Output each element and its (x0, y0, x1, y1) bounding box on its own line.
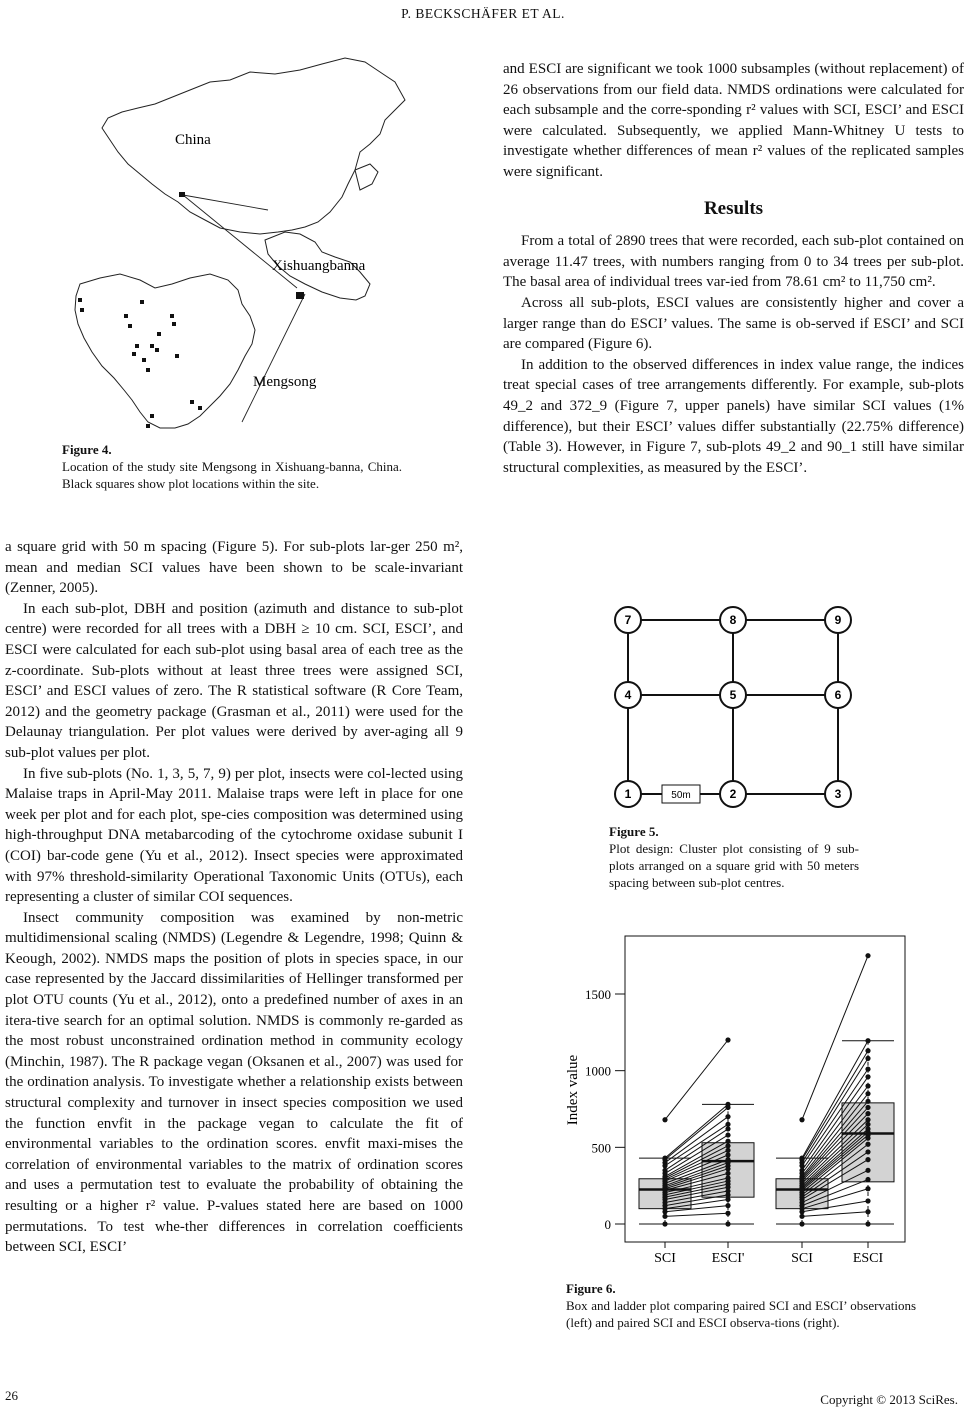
data-point (662, 1117, 667, 1122)
figure6-caption-title: Figure 6. (566, 1281, 616, 1296)
data-point (865, 1038, 870, 1043)
x-tick-label: SCI (791, 1251, 813, 1266)
data-point (725, 1105, 730, 1110)
ladder-line (665, 1213, 728, 1216)
x-tick-label: SCI (654, 1251, 676, 1266)
ladder-lines (662, 953, 870, 1227)
ladder-line (665, 1040, 728, 1120)
data-point (725, 1203, 730, 1208)
data-point (799, 1214, 804, 1219)
results-heading: Results (703, 197, 764, 219)
data-point (865, 1157, 870, 1162)
subplot-node-label: 3 (834, 787, 842, 801)
data-point (865, 1149, 870, 1154)
left-paragraph-1: a square grid with 50 m spacing (Figure 5). For sub-plots lar-ger 250 m², mean and median SCI values have been shown to be scale-invariant (Zenner, 2005). (5, 539, 463, 597)
mengsong-label: Mengsong (253, 374, 317, 390)
data-point (865, 1209, 870, 1214)
data-point (725, 1139, 730, 1144)
data-point (865, 1105, 870, 1110)
figure4-caption-text: Location of the study site Mengsong in Xishuang-banna, China. Black squares show plot locations within the site. (62, 459, 402, 491)
data-point (865, 953, 870, 958)
data-point (865, 1117, 870, 1122)
left-paragraph-3: In five sub-plots (No. 1, 3, 5, 7, 9) per plot, insects were col-lected using Malaise traps in April-May 2011. Malaise traps were left in place for one week per plot and for each plot, spe-cies composition was determined using high-throughput DNA metabarcoding of the cytochrome oxidase subunit I (COI) bar-code gene (Yu et al., 2012). Insect species were approximated with 97% threshold-similarity Operational Taxonomic Units (OTUs), each representing a cluster of similar COI sequences. (5, 765, 463, 906)
right-intro-paragraph: and ESCI are significant we took 1000 subsamples (without replacement) of 26 observations from our field data. NMDS ordinations were calculated for each subsample and the corre-sponding r² values with SCI, ESCI’ and ESCI were calculated. Subsequently, we applied Mann-Whitney U tests to investigate whether differences of mean r² values of the replicated samples were significant. (503, 61, 964, 180)
subplot-node-label: 4 (624, 688, 632, 702)
data-point (799, 1221, 804, 1226)
figure5-caption (609, 823, 859, 891)
ladder-line (802, 956, 868, 1120)
data-point (799, 1117, 804, 1122)
data-point (865, 1091, 870, 1096)
data-point (725, 1166, 730, 1171)
y-tick-label: 0 (604, 1217, 611, 1232)
data-point (725, 1148, 730, 1153)
box-plots (639, 1041, 894, 1224)
data-point (725, 1197, 730, 1202)
data-point (865, 1136, 870, 1141)
data-point (865, 1111, 870, 1116)
results-paragraph-3: In addition to the observed differences in index value range, the indices treat special cases of tree arrangements differently. For example, sub-plots 49_2 and 372_9 (Figure 7, upper panels) have similar SCI values (1% difference), but their ESCI’ values differ substantially (22.75% difference) (Table 3). However, in Figure 7, sub-plots 49_2 and 90_1 still have similar structural complexities, as measured by the ESCI’. (503, 356, 964, 476)
page-number: 26 (5, 1388, 18, 1403)
data-point (725, 1211, 730, 1216)
data-point (662, 1209, 667, 1214)
china-label: China (175, 132, 211, 148)
data-point (865, 1056, 870, 1061)
left-paragraph-2: In each sub-plot, DBH and position (azimuth and distance to sub-plot centre) were recorded for all trees with a DBH ≥ 10 cm. SCI, ESCI’, and ESCI were calculated for each sub-plot using basal area of each tree as the z-coordinate. Sub-plots without at least three trees were assigned SCI, ESCI’ and ESCI values of zero. The R statistical software (R Core Team, 2012) and the geometry package (Grasman et al., 2011) were used for the Delaunay triangulation. Per plot values were derived by aver-aging all 9 sub-plot values per plot. (5, 600, 463, 761)
data-point (865, 1099, 870, 1104)
y-tick-label: 1000 (585, 1063, 611, 1079)
data-point (662, 1163, 667, 1168)
data-point (865, 1067, 870, 1072)
subplot-node-label: 8 (729, 613, 737, 627)
y-axis-label: Index value (565, 1054, 581, 1126)
y-axis (585, 987, 625, 1232)
data-point (865, 1177, 870, 1182)
y-tick-label: 1500 (585, 987, 611, 1002)
scale-label: 50m (671, 790, 691, 801)
data-point (799, 1209, 804, 1214)
data-point (725, 1114, 730, 1119)
subplot-node-label: 2 (729, 787, 737, 801)
data-point (662, 1214, 667, 1219)
data-point (662, 1221, 667, 1226)
subplot-node-label: 1 (624, 787, 632, 801)
data-point (725, 1192, 730, 1197)
data-point (865, 1142, 870, 1147)
data-point (865, 1122, 870, 1127)
figure6-caption-text: Box and ladder plot comparing paired SCI and ESCI’ observations (left) and paired SCI and ESCI observa-tions (right). (566, 1298, 916, 1330)
figure5-caption-title: Figure 5. (609, 824, 659, 839)
figure4-caption (62, 441, 402, 492)
y-tick-label: 500 (591, 1140, 611, 1156)
xishuangbanna-label: Xishuangbanna (272, 258, 366, 274)
data-point (725, 1152, 730, 1157)
x-tick-label: ESCI' (711, 1251, 745, 1266)
subplot-node-label: 7 (624, 613, 632, 627)
right-column (503, 59, 964, 478)
data-point (725, 1132, 730, 1137)
data-point (725, 1126, 730, 1131)
data-point (725, 1037, 730, 1042)
x-tick-label: ESCI (852, 1251, 884, 1266)
figure4-caption-title: Figure 4. (62, 442, 112, 457)
data-point (865, 1186, 870, 1191)
data-point (865, 1168, 870, 1173)
data-point (725, 1143, 730, 1148)
results-paragraph-1: From a total of 2890 trees that were recorded, each sub-plot contained on average 11.47 trees, with numbers ranging from 0 to 34 trees per sub-plot. The basal area of individual trees var-ied from 78.61 cm² to 11,750 cm². (503, 233, 964, 291)
copyright-notice: Copyright © 2013 SciRes. (820, 1392, 958, 1407)
running-header: P. BECKSCHÄFER ET AL. (401, 6, 565, 21)
figure4-map (60, 52, 420, 432)
xishuangbanna-site-marker (296, 292, 304, 299)
figure5-caption-text: Plot design: Cluster plot consisting of 9 sub-plots arranged on a square grid with 50 meters spacing between sub-plot centres. (609, 841, 859, 890)
figure6-caption (566, 1280, 916, 1331)
results-paragraph-2: Across all sub-plots, ESCI values are consistently higher and cover a larger range than do ESCI’ values. The same is ob-served if ESCI’ and SCI are compared (Figure 6). (503, 294, 964, 353)
data-point (865, 1221, 870, 1226)
figure6-chart (555, 930, 915, 1275)
data-point (865, 1198, 870, 1203)
subplot-node-label: 5 (729, 688, 737, 702)
left-column (5, 537, 463, 1258)
mengsong-outline (75, 274, 255, 428)
data-point (725, 1171, 730, 1176)
data-point (725, 1122, 730, 1127)
data-point (725, 1221, 730, 1226)
china-site-marker (179, 192, 185, 197)
subplot-node-label: 9 (834, 613, 842, 627)
subplot-node-label: 6 (834, 688, 842, 702)
data-point (865, 1048, 870, 1053)
data-point (865, 1074, 870, 1079)
figure5-plot-design (600, 598, 860, 818)
data-point (865, 1083, 870, 1088)
x-tick-labels (654, 1242, 883, 1266)
left-paragraph-4: Insect community composition was examined by non-metric multidimensional scaling (NMDS) (Legendre & Legendre, 1998; Quinn & Keough, 2002). NMDS maps the position of plots in species space, in our case represented by the Jaccard dissimilarities of Hellinger transformed per plot OTU counts (Yu et al., 2012), onto a predefined number of axes in an itera-tive search for an optimal solution. NMDS is commonly re-garded as the most robust unconstrained ordination method in community ecology (Minchin, 1987). The R package vegan (Oksanen et al., 2007) was used for the ordination analysis. To investigate whether a relationship exists between structural complexity and turnover in insect species composition we used the function envfit in the package vegan to calculate the fit of environmental variables to the ordination scores. envfit maxi-mises the correlation of environmental variables to the matrix of ordination scores and uses a permutation test to evaluate the probability of obtaining the resulting or a higher r² value. P-values stated here are based on 1000 permutations. To test whe-ther differences in correlation coefficients between SCI, ESCI’ (5, 909, 463, 1256)
plot-location-markers (78, 298, 202, 428)
ladder-line (802, 1212, 868, 1217)
